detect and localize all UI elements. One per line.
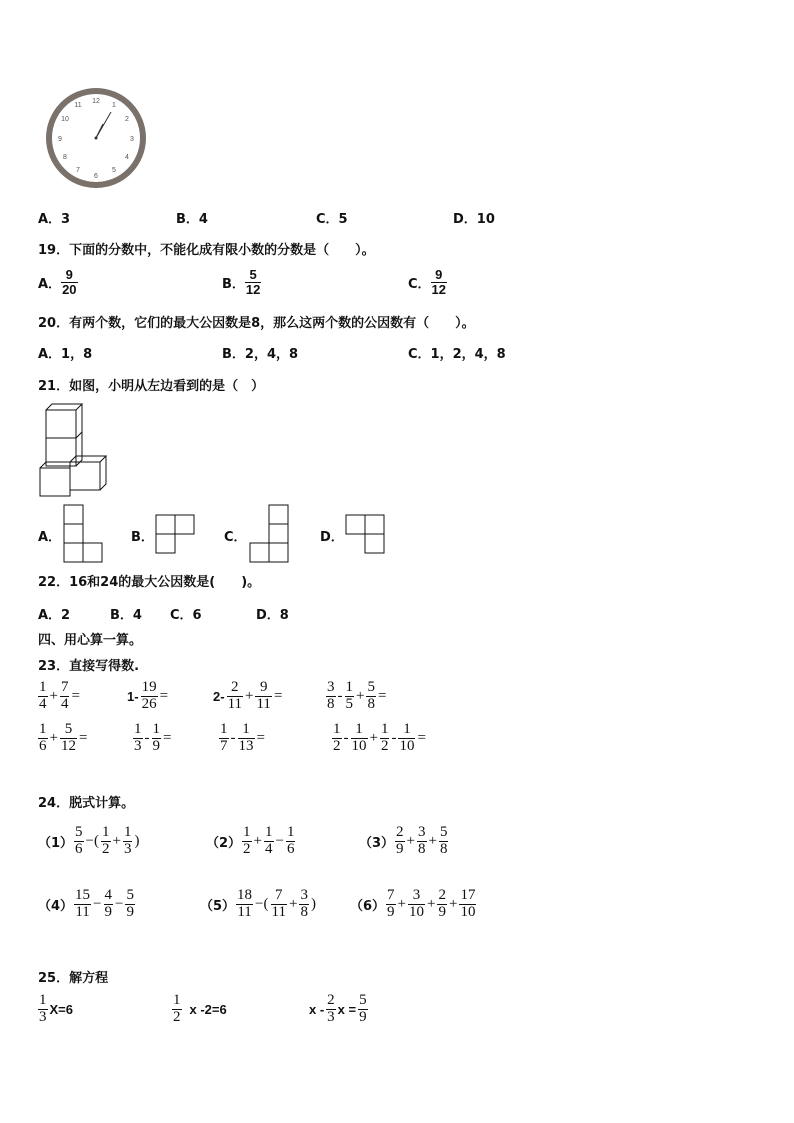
q21-option-c-figure: [249, 504, 291, 564]
q21-cube-figure: [36, 402, 110, 498]
q23-expr-3: 2- $\frac{2}{11}$ + $\frac{9}{11}$ =: [213, 679, 283, 712]
clock-numeral: 3: [130, 136, 134, 143]
q21-option-c-label: C．: [224, 530, 247, 545]
clock-numeral: 8: [63, 154, 67, 161]
clock-image: [42, 86, 150, 190]
q24-problem-2: （2） $\frac{1}{2}$ + $\frac{1}{4}$ − $\frac{1}{6}$: [206, 824, 295, 857]
q24-problem-5: （5） $\frac{18}{11}$ −( $\frac{7}{11}$ + $\frac{3}{8}$ ): [200, 887, 316, 920]
q18-option-c: C．5: [316, 212, 348, 227]
q23-expr-8: $\frac{1}{2}$ - $\frac{1}{10}$ + $\frac{1}{2}$ - $\frac{1}{10}$ =: [333, 721, 426, 754]
q25-equation-2: $\frac{1}{2}$ x -2=6: [173, 992, 227, 1025]
q18-option-d: D．10: [453, 212, 495, 227]
q21-option-a-figure: [63, 504, 105, 564]
q23-expr-4: $\frac{3}{8}$ - $\frac{1}{5}$ + $\frac{5}{8}$ =: [327, 679, 387, 712]
q22-option-b: B．4: [110, 608, 142, 623]
q18-option-b: B．4: [176, 212, 208, 227]
q23-expr-5: $\frac{1}{6}$ + $\frac{5}{12}$ =: [39, 721, 88, 754]
q21-option-b-figure: [155, 514, 197, 556]
q19-option-b: B． $\frac{5}{12}$: [222, 267, 261, 297]
q22-option-a: A．2: [38, 608, 71, 623]
q24-problem-4: （4） $\frac{15}{11}$ − $\frac{4}{9}$ − $\frac{5}{9}$: [38, 887, 134, 920]
q18-option-a: A．3: [38, 212, 71, 227]
q23-expr-2: 1- $\frac{19}{26}$ =: [127, 679, 169, 712]
clock-numeral: 4: [125, 154, 129, 161]
q24-problem-3: （3） $\frac{2}{9}$ + $\frac{3}{8}$ + $\frac{5}{8}$: [359, 824, 448, 857]
q23-title: 23．直接写得数.: [38, 659, 140, 674]
q24-title: 24．脱式计算。: [38, 796, 135, 811]
q19-option-c: C． $\frac{9}{12}$: [408, 267, 447, 297]
q25-equation-1: $\frac{1}{3}$ X=6: [39, 992, 73, 1025]
q20-title: 20．有两个数，它们的最大公因数是8，那么这两个数的公因数有（ ）。: [38, 316, 475, 331]
q20-option-c: C．1，2，4，8: [408, 347, 506, 362]
q24-problem-6: （6） $\frac{7}{9}$ + $\frac{3}{10}$ + $\frac{2}{9}$ + $\frac{17}{10}$: [350, 887, 476, 920]
q23-expr-6: $\frac{1}{3}$ - $\frac{1}{9}$ =: [134, 721, 172, 754]
clock-numeral: 11: [74, 102, 82, 109]
q25-equation-3: x - $\frac{2}{3}$ x = $\frac{5}{9}$: [309, 992, 367, 1025]
q21-option-a-label: A．: [38, 530, 62, 545]
q20-option-b: B．2，4，8: [222, 347, 299, 362]
clock-numeral: 10: [61, 116, 69, 123]
q22-option-d: D．8: [256, 608, 289, 623]
q23-expr-1: $\frac{1}{4}$ + $\frac{7}{4}$ =: [39, 679, 80, 712]
section4-heading: 四、用心算一算。: [38, 633, 143, 648]
clock-numeral: 6: [94, 173, 98, 180]
clock-numeral: 7: [76, 167, 80, 174]
q21-option-d-figure: [345, 514, 387, 556]
q22-title: 22．16和24的最大公因数是( )。: [38, 575, 261, 590]
q20-option-a: A．1，8: [38, 347, 93, 362]
clock-numeral: 1: [112, 102, 116, 109]
clock-numeral: 12: [92, 98, 100, 105]
q21-option-d-label: D．: [320, 530, 344, 545]
q25-title: 25．解方程: [38, 971, 109, 986]
q21-option-b-label: B．: [131, 530, 154, 545]
q19-option-a: A． $\frac{9}{20}$: [38, 267, 77, 297]
clock-numeral: 2: [125, 116, 129, 123]
q19-title: 19．下面的分数中，不能化成有限小数的分数是（ ）。: [38, 243, 375, 258]
clock-numeral: 9: [58, 136, 62, 143]
clock-numeral: 5: [112, 167, 116, 174]
q23-expr-7: $\frac{1}{7}$ - $\frac{1}{13}$ =: [220, 721, 265, 754]
q21-title: 21．如图，小明从左边看到的是（ ）: [38, 379, 265, 394]
q22-option-c: C．6: [170, 608, 202, 623]
q24-problem-1: （1） $\frac{5}{6}$ −( $\frac{1}{2}$ + $\frac{1}{3}$ ): [38, 824, 140, 857]
